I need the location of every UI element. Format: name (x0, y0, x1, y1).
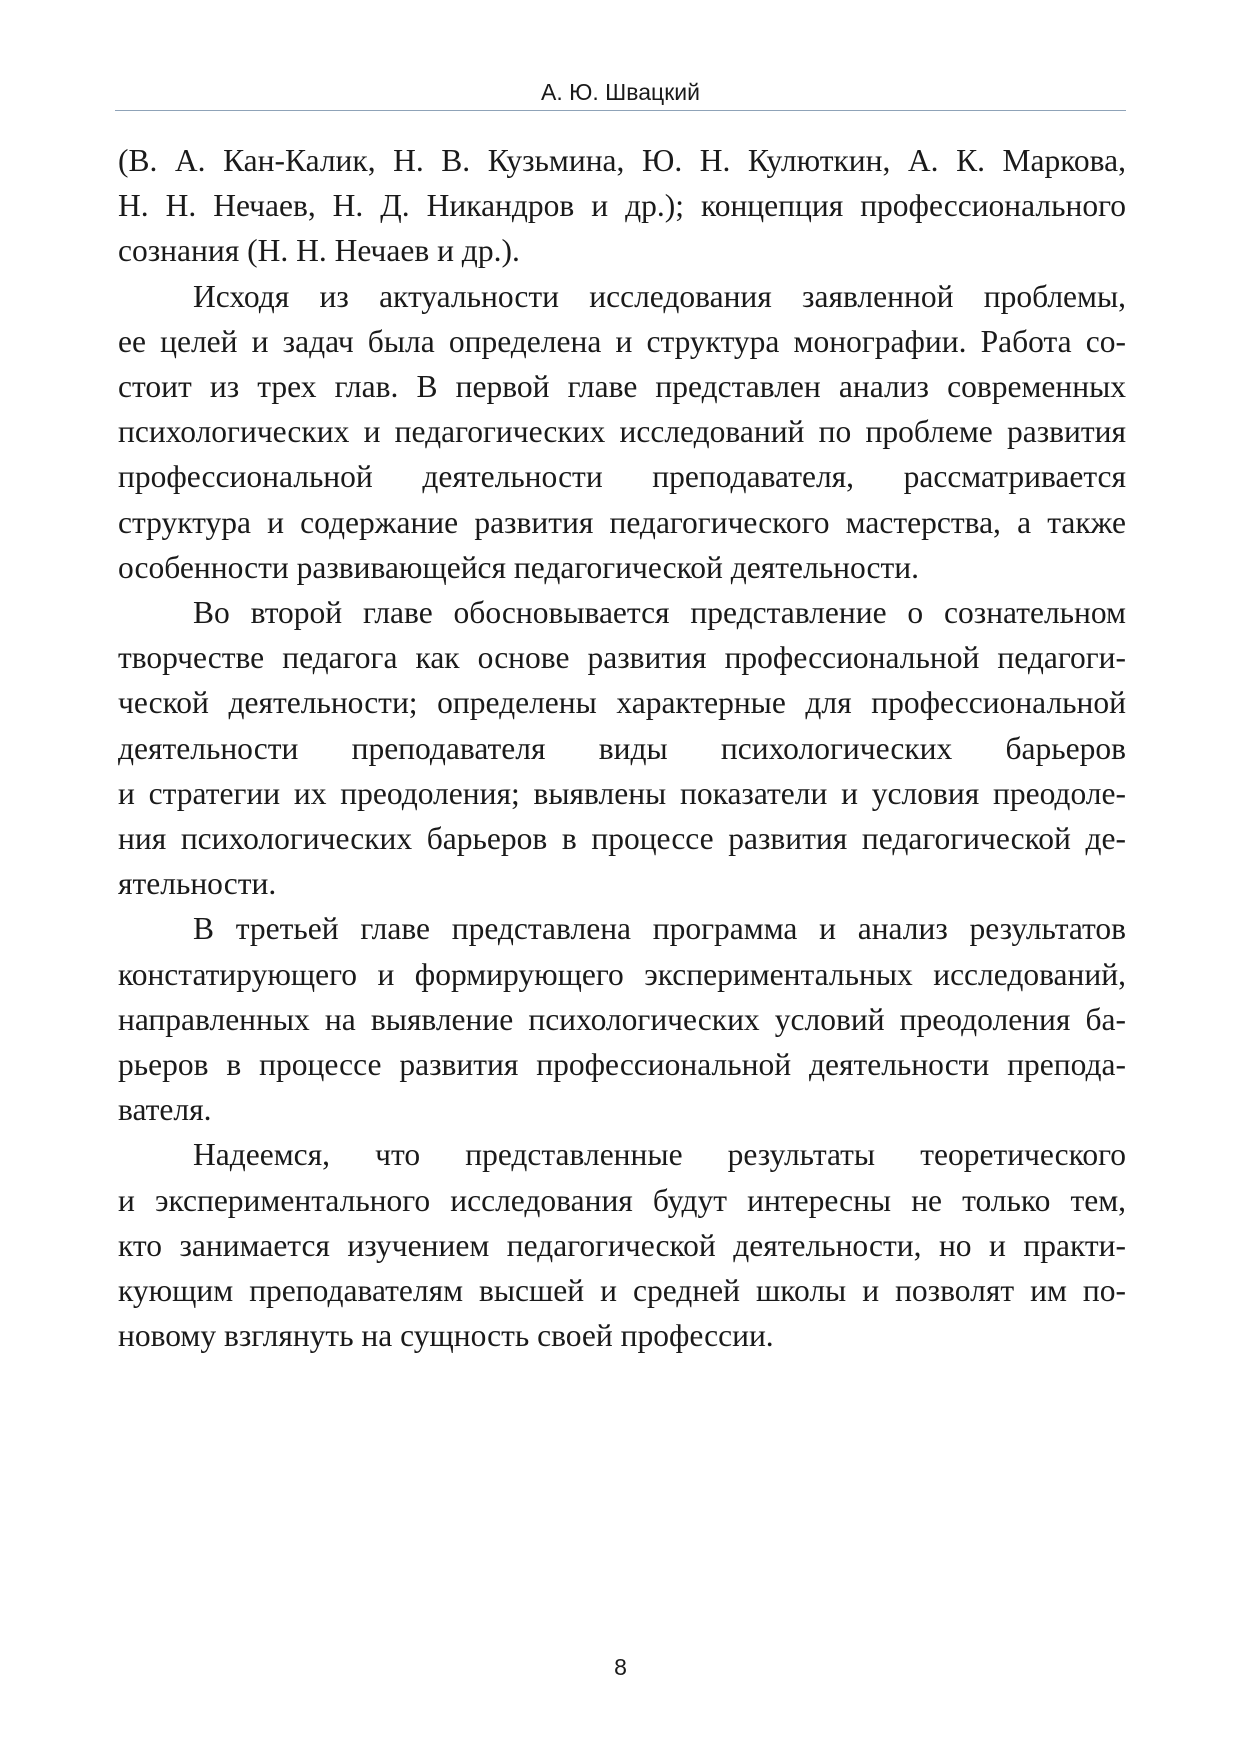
text-line: профессиональной деятельности преподавателя, рассматривается (118, 459, 1126, 495)
text-line: вателя. (118, 1092, 212, 1128)
paragraph-2 (118, 274, 1126, 590)
text-line: Надеемся, что представленные результаты теоретического (193, 1137, 1126, 1173)
text-line: структура и содержание развития педагогического мастерства, а также (118, 504, 1126, 540)
text-line: сознания (Н. Н. Нечаев и др.). (118, 233, 520, 269)
text-line: и стратегии их преодоления; выявлены показатели и условия преодоле- (118, 775, 1126, 811)
text-line: ния психологических барьеров в процессе развития педагогической де- (118, 821, 1126, 857)
text-line: новому взглянуть на сущность своей профессии. (118, 1318, 774, 1354)
text-line: ческой деятельности; определены характерные для профессиональной (118, 685, 1126, 721)
text-line: (В. А. Кан-Калик, Н. В. Кузьмина, Ю. Н. Кулюткин, А. К. Маркова, (118, 143, 1126, 178)
text-line: направленных на выявление психологических условий преодоления ба- (118, 1001, 1126, 1037)
paragraph-1 (118, 138, 1126, 274)
page-number: 8 (614, 1654, 627, 1680)
text-line: особенности развивающейся педагогической деятельности. (118, 549, 919, 585)
text-line: констатирующего и формирующего экспериментальных исследований, (118, 956, 1126, 992)
text-line: стоит из трех глав. В первой главе представлен анализ современных (118, 369, 1126, 405)
paragraph-5 (118, 1132, 1126, 1358)
text-line: кто занимается изучением педагогической деятельности, но и практи- (118, 1227, 1126, 1263)
text-line: Во второй главе обосновывается представление о сознательном (193, 595, 1126, 631)
text-line: ее целей и задач была определена и структура монографии. Работа со- (118, 323, 1126, 359)
text-line: Исходя из актуальности исследования заявленной проблемы, (193, 278, 1126, 314)
body-text (118, 138, 1126, 1358)
text-line: Н. Н. Нечаев, Н. Д. Никандров и др.); концепция профессионального (118, 188, 1126, 224)
paragraph-4 (118, 906, 1126, 1132)
running-head-author: А. Ю. Швацкий (541, 79, 700, 105)
text-line: кующим преподавателям высшей и средней школы и позволят им по- (118, 1273, 1126, 1309)
text-line: творчестве педагога как основе развития профессиональной педагоги- (118, 640, 1126, 676)
text-line: деятельности преподавателя виды психологических барьеров (118, 730, 1126, 766)
header-rule (115, 110, 1126, 111)
text-line: ятельности. (118, 866, 277, 902)
text-line: и экспериментального исследования будут интересны не только тем, (118, 1182, 1126, 1218)
text-line: рьеров в процессе развития профессиональной деятельности препода- (118, 1047, 1126, 1083)
text-line: В третьей главе представлена программа и анализ результатов (193, 911, 1126, 947)
paragraph-3 (118, 590, 1126, 906)
text-line: психологических и педагогических исследований по проблеме развития (118, 414, 1126, 450)
